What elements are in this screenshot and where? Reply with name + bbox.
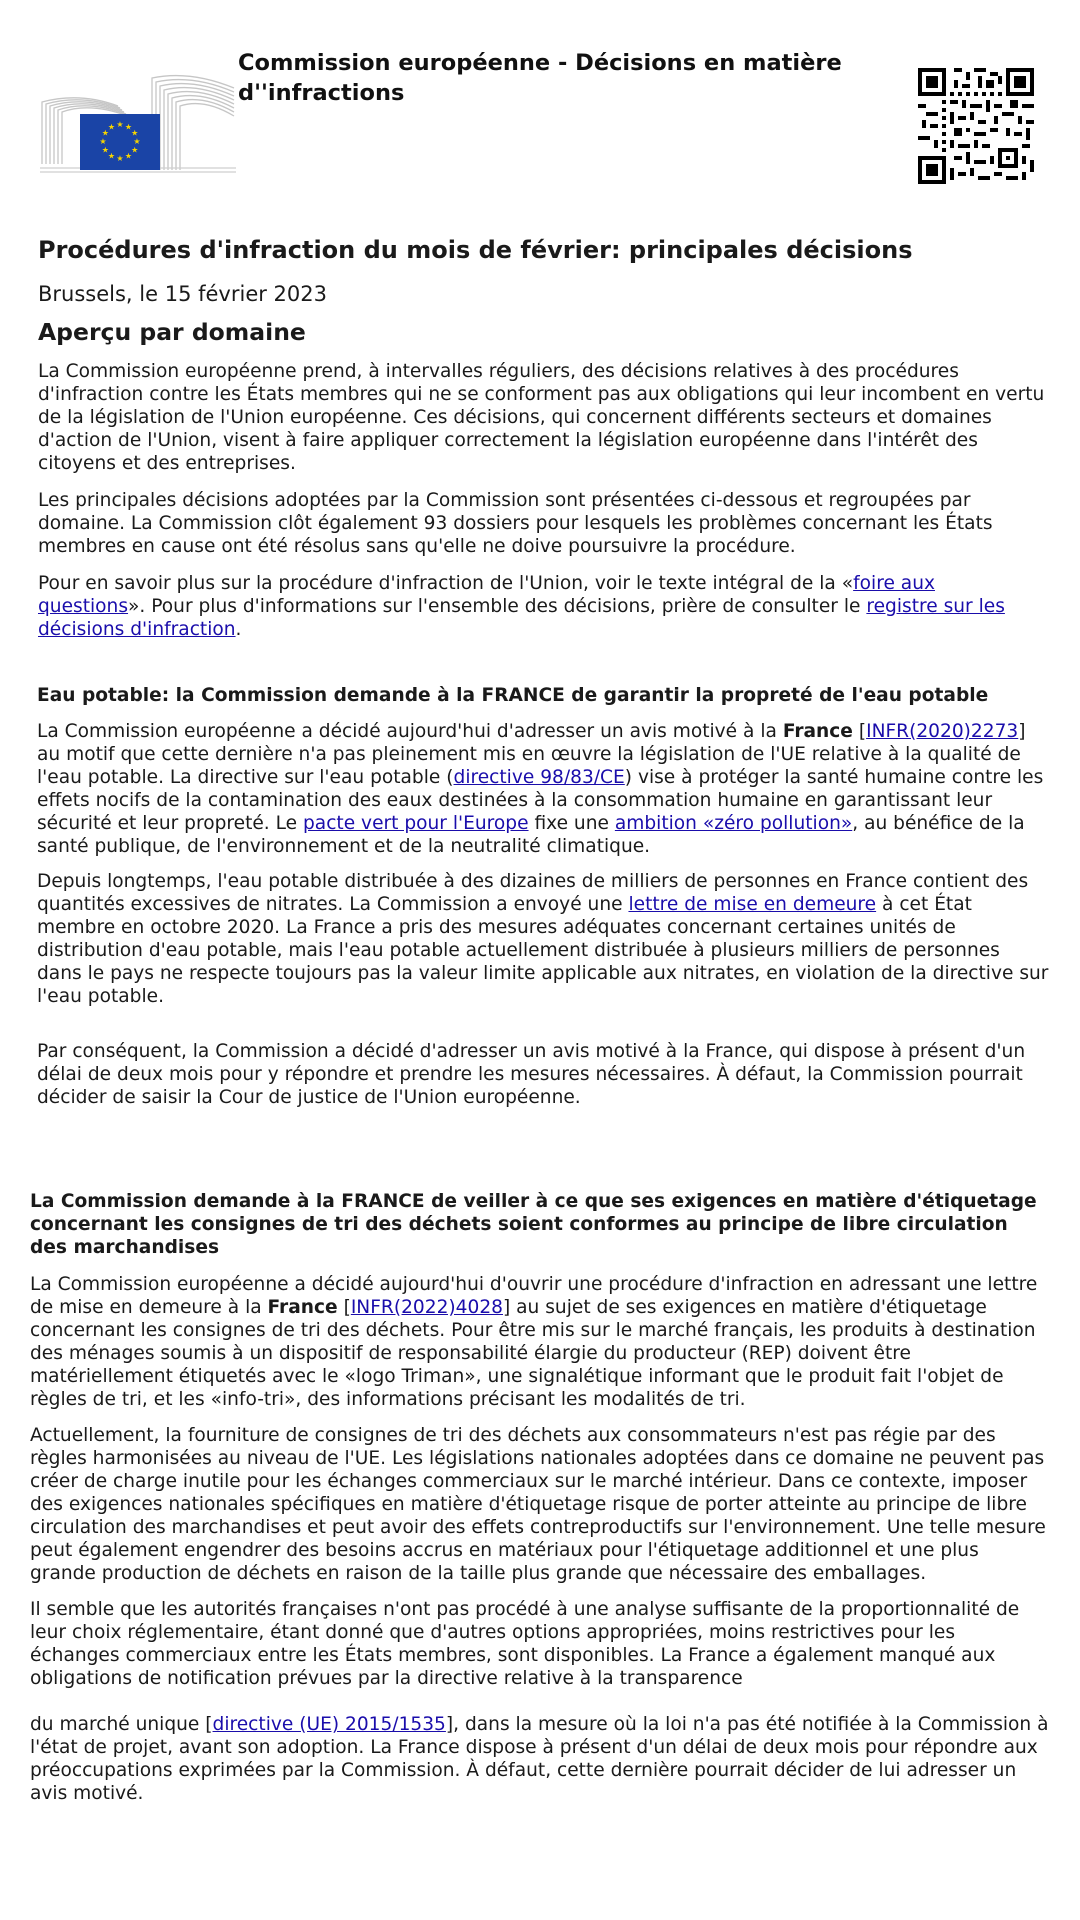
section-paragraph: La Commission européenne a décidé aujourd'hui d'adresser un avis motivé à la France [INFR(2020)2273] au motif que cette dernière n'a pas pleinement mis en œuvre la législation de l'UE relative à la qualité de l'eau potable. La directive sur l'eau potable (directive 98/83/CE) vise à protéger la santé humaine contre les effets nocifs de la contamination des eaux destinées à la consommation humaine en garantissant leur sécurité et leur propreté. Le pacte vert pour l'Europe fixe une ambition «zéro pollution», au bénéfice de la santé publique, de l'environnement et de la neutralité climatique. xyxy=(37,721,1044,857)
section-paragraph: Par conséquent, la Commission a décidé d'adresser un avis motivé à la France, qui dispose à présent d'un délai de deux mois pour y répondre et prendre les mesures nécessaires. À défaut, la Commission pourrait décider de saisir la Cour de justice de l'Union européenne. xyxy=(37,1041,1026,1108)
svg-text:★: ★ xyxy=(116,154,124,163)
section-drinking-water xyxy=(37,684,1049,1109)
article-date: Brussels, le 15 février 2023 xyxy=(38,282,327,306)
svg-text:★: ★ xyxy=(131,145,139,155)
svg-text:★: ★ xyxy=(107,151,116,161)
svg-text:★: ★ xyxy=(101,128,109,138)
intro-paragraph-3: Pour en savoir plus sur la procédure d'infraction de l'Union, voir le texte intégral de la «foire aux questions». Pour plus d'informations sur l'ensemble des décisions, prière de consulter le registre sur les décisions d'infraction. xyxy=(38,573,1005,640)
svg-text:★: ★ xyxy=(99,137,107,146)
section-paragraph: La Commission européenne a décidé aujourd'hui d'ouvrir une procédure d'infraction en adressant une lettre de mise en demeure à la France [INFR(2022)4028] au sujet de ses exigences en matière d'étiquetage concernant les consignes de tri des déchets. Pour être mis sur le marché français, les produits à destination des ménages soumis à un dispositif de responsabilité élargie du producteur (REP) doivent être matériellement étiquetés avec le «logo Triman», une signalétique informant que le produit fait l'objet de règles de tri, et les «info-tri», des informations précisant les modalités de tri. xyxy=(30,1274,1038,1410)
infringement-register-link[interactable]: registre sur les décisions d'infraction xyxy=(38,596,1005,640)
svg-text:★: ★ xyxy=(131,128,139,138)
infr-2022-4028-link[interactable]: INFR(2022)4028 xyxy=(350,1297,503,1318)
section-paragraph: Il semble que les autorités françaises n'ont pas procédé à une analyse suffisante de la proportionnalité de leur choix réglementaire, étant donné que d'autres options appropriées, moins restrictives pour les échanges commerciaux entre les États membres, sont disponibles. La France a également manqué aux obligations de notification prévues par la directive relative à la transparence xyxy=(30,1599,1020,1689)
svg-text:★: ★ xyxy=(124,122,133,132)
intro-paragraph-1: La Commission européenne prend, à intervalles réguliers, des décisions relatives à des procédures d'infraction contre les États membres qui ne se conforment pas aux obligations qui leur incombent en vertu de la législation de l'Union européenne. Ces décisions, qui concernent différents secteurs et domaines d'action de l'Union, visent à faire appliquer correctement la législation européenne dans l'intérêt des citoyens et des entreprises. xyxy=(38,361,1045,474)
article-intro xyxy=(38,234,1048,641)
faq-link[interactable]: foire aux questions xyxy=(38,573,935,617)
header-title: Commission européenne - Décisions en matière d''infractions xyxy=(238,50,842,106)
green-deal-link[interactable]: pacte vert pour l'Europe xyxy=(303,813,529,834)
svg-text:★: ★ xyxy=(116,120,124,129)
section-title: Eau potable: la Commission demande à la FRANCE de garantir la propreté de l'eau potable xyxy=(37,685,989,706)
directive-2015-1535-link[interactable]: directive (UE) 2015/1535 xyxy=(212,1714,446,1735)
overview-heading: Aperçu par domaine xyxy=(38,318,306,346)
section-waste-labelling xyxy=(30,1190,1050,1805)
svg-text:★: ★ xyxy=(107,122,116,132)
formal-notice-link[interactable]: lettre de mise en demeure xyxy=(628,894,877,915)
svg-text:★: ★ xyxy=(124,151,133,161)
zero-pollution-link[interactable]: ambition «zéro pollution» xyxy=(614,813,853,834)
svg-text:★: ★ xyxy=(133,137,141,146)
european-commission-logo xyxy=(40,72,236,176)
intro-paragraph-2: Les principales décisions adoptées par la Commission sont présentées ci-dessous et regroupées par domaine. La Commission clôt également 93 dossiers pour lesquels les problèmes concernant les États membres en cause ont été résolus sans qu'elle ne doive poursuivre la procédure. xyxy=(38,490,993,557)
directive-98-83-link[interactable]: directive 98/83/CE xyxy=(453,767,625,788)
section-paragraph: Actuellement, la fourniture de consignes de tri des déchets aux consommateurs n'est pas régie par des règles harmonisées au niveau de l'UE. Les législations nationales adoptées dans ce domaine ne peuvent pas créer de charge inutile pour les échanges commerciaux sur le marché intérieur. Dans ce contexte, imposer des exigences nationales spécifiques en matière d'étiquetage risque de porter atteinte au principe de libre circulation des marchandises et peut avoir des effets contreproductifs sur l'environnement. Une telle mesure peut également engendrer des besoins accrus en matériaux pour l'étiquetage additionnel et une plus grande production de déchets en raison de la taille plus grande que nécessaire des emballages. xyxy=(30,1425,1046,1584)
section-title: La Commission demande à la FRANCE de veiller à ce que ses exigences en matière d'étiquetage concernant les consignes de tri des déchets soient conformes au principe de libre circulation des marchandises xyxy=(30,1191,1037,1258)
section-paragraph: Depuis longtemps, l'eau potable distribuée à des dizaines de milliers de personnes en France contient des quantités excessives de nitrates. La Commission a envoyé une lettre de mise en demeure à cet État membre en octobre 2020. La France a pris des mesures adéquates concernant certaines unités de distribution d'eau potable, mais l'eau potable actuellement distribuée à plusieurs milliers de personnes dans le pays ne respecte toujours pas la valeur limite applicable aux nitrates, en violation de la directive sur l'eau potable. xyxy=(37,871,1049,1007)
svg-text:★: ★ xyxy=(101,145,109,155)
article-title: Procédures d'infraction du mois de février: principales décisions xyxy=(38,236,913,264)
infr-2020-2273-link[interactable]: INFR(2020)2273 xyxy=(866,721,1019,742)
qr-code-icon xyxy=(918,68,1034,184)
section-paragraph: du marché unique [directive (UE) 2015/1535], dans la mesure où la loi n'a pas été notifiée à la Commission à l'état de projet, avant son adoption. La France dispose à présent d'un délai de deux mois pour répondre aux préoccupations exprimées par la Commission. À défaut, cette dernière pourrait décider de lui adresser un avis motivé. xyxy=(30,1714,1049,1804)
